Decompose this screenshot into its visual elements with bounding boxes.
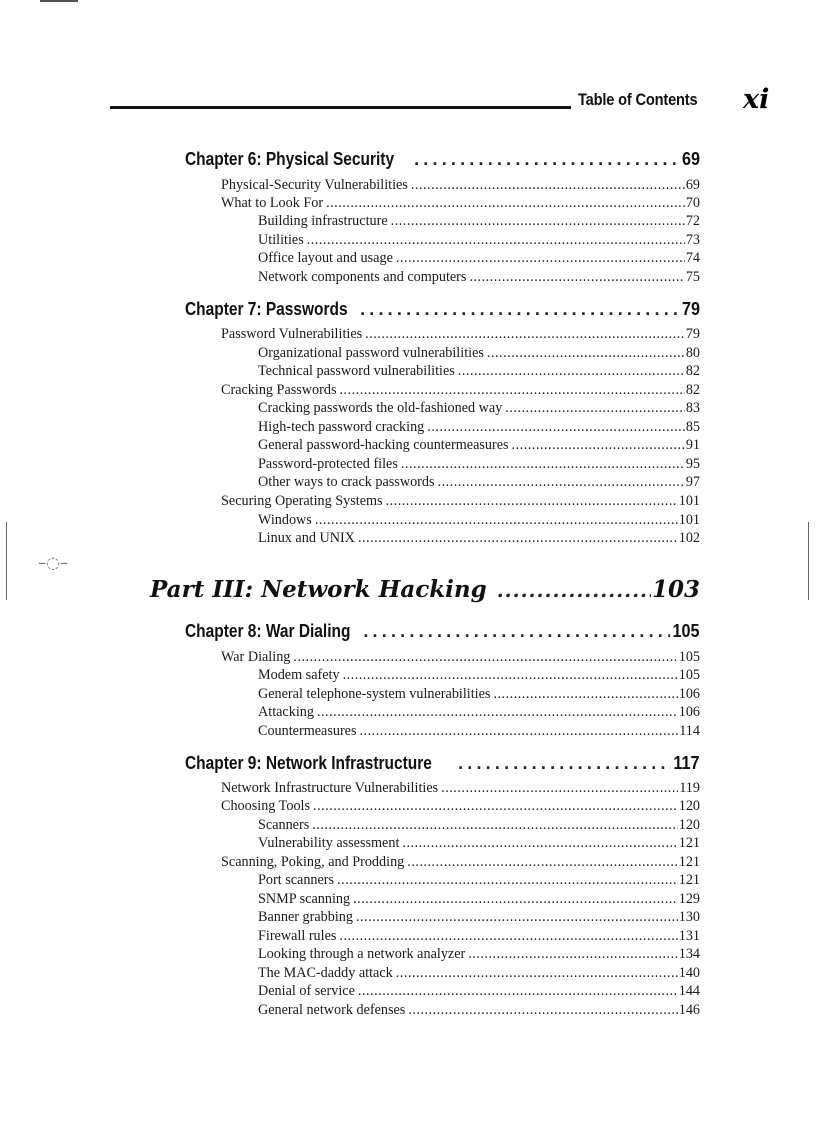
- dot-leader: [339, 381, 684, 399]
- toc-subentry[interactable]: [258, 927, 700, 945]
- page-folio: xi: [743, 84, 770, 115]
- toc-entry[interactable]: [221, 194, 700, 212]
- toc-entry[interactable]: [221, 492, 700, 510]
- header-rule: [110, 106, 571, 109]
- chapter-title: Chapter 6: Physical Security: [185, 149, 395, 169]
- page-number: 82: [685, 363, 700, 379]
- toc-chapter-7[interactable]: [185, 297, 701, 321]
- page-number: 69: [681, 149, 700, 169]
- toc-entry[interactable]: [221, 779, 700, 797]
- toc-subentry[interactable]: [258, 666, 700, 684]
- page-number: 131: [678, 928, 700, 944]
- entry-title: Cracking Passwords: [221, 382, 337, 398]
- entry-title: Windows: [258, 512, 312, 528]
- page-number: 120: [678, 817, 700, 833]
- dot-leader: [358, 982, 678, 1000]
- dot-leader: [493, 685, 677, 703]
- toc-entry[interactable]: [221, 648, 700, 666]
- page-number: 79: [681, 299, 700, 319]
- dot-leader: [353, 890, 678, 908]
- dot-leader: [326, 194, 685, 212]
- toc-subentry[interactable]: [258, 249, 700, 267]
- page-number: 79: [685, 326, 700, 342]
- page-number: 73: [685, 232, 700, 248]
- dot-leader: [360, 722, 679, 740]
- running-head: [110, 84, 780, 115]
- toc-entry[interactable]: [221, 325, 700, 343]
- page-number: 105: [672, 621, 700, 641]
- toc-part-3[interactable]: [150, 573, 700, 607]
- entry-title: Linux and UNIX: [258, 530, 355, 546]
- entry-title: Modem safety: [258, 667, 340, 683]
- entry-title: Scanners: [258, 817, 310, 833]
- entry-title: General password-hacking countermeasures: [258, 437, 509, 453]
- dot-leader: [414, 147, 680, 171]
- toc-subentry[interactable]: [258, 268, 700, 286]
- page-number: 117: [673, 753, 700, 773]
- entry-title: Other ways to crack passwords: [258, 474, 435, 490]
- binding-mark-right: [808, 522, 809, 600]
- entry-title: Office layout and usage: [258, 250, 393, 266]
- dot-leader: [497, 573, 651, 607]
- page-number: 105: [678, 667, 700, 683]
- toc-subentry[interactable]: [258, 816, 700, 834]
- page-number: 102: [678, 530, 700, 546]
- entry-title: General telephone-system vulnerabilities: [258, 686, 491, 702]
- dot-leader: [458, 751, 671, 775]
- page-number: 121: [678, 854, 700, 870]
- entry-title: Utilities: [258, 232, 304, 248]
- toc-subentry[interactable]: [258, 834, 700, 852]
- entry-title: Cracking passwords the old-fashioned way: [258, 400, 503, 416]
- toc-entry[interactable]: [221, 853, 700, 871]
- dot-leader: [337, 871, 678, 889]
- entry-title: High-tech password cracking: [258, 419, 425, 435]
- entry-title: Organizational password vulnerabilities: [258, 345, 484, 361]
- page-number: 97: [685, 474, 700, 490]
- dot-leader: [458, 362, 685, 380]
- page-number: 106: [678, 686, 700, 702]
- page-number: 69: [685, 177, 700, 193]
- page-number: 120: [678, 798, 700, 814]
- page-number: 101: [678, 493, 700, 509]
- page-number: 74: [685, 250, 700, 266]
- dot-leader: [396, 249, 685, 267]
- toc-subentry[interactable]: [258, 418, 700, 436]
- entry-title: General network defenses: [258, 1002, 406, 1018]
- entry-title: Password Vulnerabilities: [221, 326, 363, 342]
- toc-subentry[interactable]: [258, 436, 700, 454]
- dot-leader: [427, 418, 685, 436]
- page-number: 82: [685, 382, 700, 398]
- entry-title: Scanning, Poking, and Prodding: [221, 854, 405, 870]
- dot-leader: [307, 231, 685, 249]
- dot-leader: [438, 473, 685, 491]
- toc-chapter-9[interactable]: [185, 751, 701, 775]
- dot-leader: [487, 344, 685, 362]
- dot-leader: [312, 816, 678, 834]
- page-number: 101: [678, 512, 700, 528]
- dot-leader: [407, 853, 677, 871]
- dot-leader: [343, 666, 678, 684]
- dot-leader: [402, 834, 677, 852]
- page-number: 72: [685, 213, 700, 229]
- page-number: 121: [678, 872, 700, 888]
- dot-leader: [401, 455, 685, 473]
- page-number: 85: [685, 419, 700, 435]
- toc-entry[interactable]: [221, 797, 700, 815]
- entry-title: War Dialing: [221, 649, 291, 665]
- part-title: Part III: Network Hacking: [150, 576, 487, 603]
- entry-title: Technical password vulnerabilities: [258, 363, 455, 379]
- page-number: 75: [685, 269, 700, 285]
- page-number: 130: [678, 909, 700, 925]
- registration-mark-icon: –◌–: [38, 553, 68, 572]
- dot-leader: [396, 964, 678, 982]
- toc-subentry[interactable]: [258, 455, 700, 473]
- page-number: 105: [678, 649, 700, 665]
- dot-leader: [293, 648, 677, 666]
- dot-leader: [313, 797, 678, 815]
- dot-leader: [315, 511, 678, 529]
- entry-title: Firewall rules: [258, 928, 337, 944]
- entry-title: Denial of service: [258, 983, 355, 999]
- chapter-title: Chapter 8: War Dialing: [185, 621, 351, 641]
- dot-leader: [339, 927, 677, 945]
- entry-title: Network components and computers: [258, 269, 467, 285]
- dot-leader: [441, 779, 678, 797]
- toc-subentry[interactable]: [258, 685, 700, 703]
- dot-leader: [365, 325, 685, 343]
- toc-subentry[interactable]: [258, 511, 700, 529]
- page-number: 146: [678, 1002, 700, 1018]
- toc-chapter-8[interactable]: [185, 619, 701, 643]
- dot-leader: [505, 399, 685, 417]
- toc-subentry[interactable]: [258, 1001, 700, 1019]
- toc-subentry[interactable]: [258, 982, 700, 1000]
- page-number: 119: [679, 780, 700, 796]
- entry-title: Building infrastructure: [258, 213, 388, 229]
- toc-subentry[interactable]: [258, 945, 700, 963]
- toc-subentry[interactable]: [258, 529, 700, 547]
- toc-chapter-6[interactable]: [185, 147, 701, 171]
- page-number: 83: [685, 400, 700, 416]
- entry-title: Securing Operating Systems: [221, 493, 383, 509]
- toc-subentry[interactable]: [258, 871, 700, 889]
- entry-title: Choosing Tools: [221, 798, 311, 814]
- dot-leader: [408, 1001, 677, 1019]
- page-number: 103: [651, 576, 700, 603]
- dot-leader: [358, 529, 678, 547]
- entry-title: Vulnerability assessment: [258, 835, 400, 851]
- dot-leader: [317, 703, 678, 721]
- entry-title: Looking through a network analyzer: [258, 946, 466, 962]
- page-number: 95: [685, 456, 700, 472]
- toc-subentry[interactable]: [258, 231, 700, 249]
- page-number: 121: [678, 835, 700, 851]
- toc-subentry[interactable]: [258, 703, 700, 721]
- dot-leader: [356, 908, 678, 926]
- dot-leader: [469, 268, 684, 286]
- crop-mark: [40, 0, 78, 2]
- page-number: 91: [685, 437, 700, 453]
- dot-leader: [411, 176, 685, 194]
- binding-mark-left: [6, 522, 7, 600]
- entry-title: Network Infrastructure Vulnerabilities: [221, 780, 439, 796]
- chapter-title: Chapter 7: Passwords: [185, 299, 348, 319]
- toc-subentry[interactable]: [258, 890, 700, 908]
- page-number: 134: [678, 946, 700, 962]
- dot-leader: [391, 212, 685, 230]
- dot-leader: [468, 945, 677, 963]
- entry-title: SNMP scanning: [258, 891, 351, 907]
- page-number: 140: [678, 965, 700, 981]
- entry-title: Banner grabbing: [258, 909, 353, 925]
- page-number: 144: [678, 983, 700, 999]
- toc-subentry[interactable]: [258, 908, 700, 926]
- dot-leader: [512, 436, 685, 454]
- entry-title: Physical-Security Vulnerabilities: [221, 177, 408, 193]
- running-head-title: Table of Contents: [578, 90, 698, 109]
- entry-title: The MAC-daddy attack: [258, 965, 393, 981]
- toc-subentry[interactable]: [258, 722, 700, 740]
- toc-subentry[interactable]: [258, 362, 700, 380]
- entry-title: What to Look For: [221, 195, 324, 211]
- page-number: 129: [678, 891, 700, 907]
- entry-title: Countermeasures: [258, 723, 357, 739]
- toc-subentry[interactable]: [258, 399, 700, 417]
- entry-title: Port scanners: [258, 872, 335, 888]
- page-number: 70: [685, 195, 700, 211]
- entry-title: Attacking: [258, 704, 314, 720]
- page-number: 80: [685, 345, 700, 361]
- toc-entry[interactable]: [221, 176, 700, 194]
- entry-title: Password-protected files: [258, 456, 398, 472]
- toc-subentry[interactable]: [258, 344, 700, 362]
- dot-leader: [363, 619, 670, 643]
- dot-leader: [360, 297, 680, 321]
- page-number: 114: [679, 723, 700, 739]
- toc-subentry[interactable]: [258, 473, 700, 491]
- toc-subentry[interactable]: [258, 964, 700, 982]
- toc-subentry[interactable]: [258, 212, 700, 230]
- dot-leader: [386, 492, 678, 510]
- page-number: 106: [678, 704, 700, 720]
- toc-entry[interactable]: [221, 381, 700, 399]
- chapter-title: Chapter 9: Network Infrastructure: [185, 753, 432, 773]
